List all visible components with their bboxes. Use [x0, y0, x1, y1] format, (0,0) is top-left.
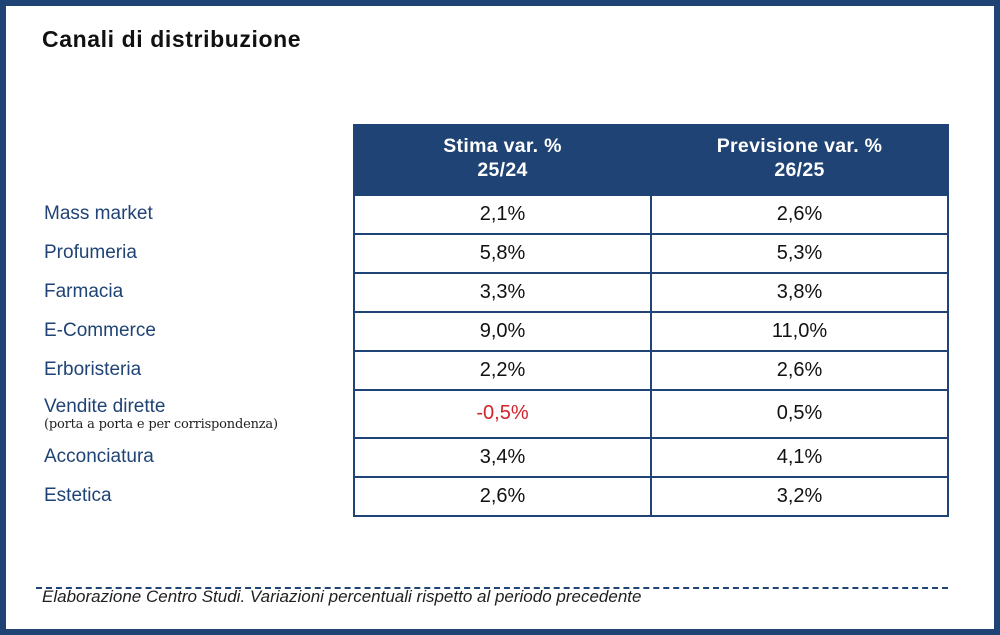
column-header-stima-line1: Stima var. %: [443, 135, 562, 157]
row-label-vendite-dirette-sub: (porta a porta e per corrispondenza): [44, 416, 278, 432]
column-header-previsione: [651, 125, 948, 195]
cell-previsione-e-commerce: 11,0%: [651, 312, 948, 351]
cell-previsione-profumeria: 5,3%: [651, 234, 948, 273]
row-label-farmacia: Farmacia: [44, 281, 124, 303]
cell-stima-farmacia: 3,3%: [354, 273, 651, 312]
cell-previsione-erboristeria: 2,6%: [651, 351, 948, 390]
row-label-e-commerce: E-Commerce: [44, 320, 156, 342]
cell-stima-acconciatura: 3,4%: [354, 438, 651, 477]
cell-previsione-estetica: 3,2%: [651, 477, 948, 516]
table-row: [36, 312, 948, 351]
row-label-estetica: Estetica: [44, 485, 112, 507]
table-row: [36, 477, 948, 516]
cell-stima-e-commerce: 9,0%: [354, 312, 651, 351]
table-row: [36, 273, 948, 312]
cell-stima-erboristeria: 2,2%: [354, 351, 651, 390]
footnote: Elaborazione Centro Studi. Variazioni percentuali rispetto al periodo precedente: [42, 587, 642, 606]
cell-stima-mass-market: 2,1%: [354, 195, 651, 234]
cell-previsione-farmacia: 3,8%: [651, 273, 948, 312]
column-header-previsione-line1: Previsione var. %: [716, 135, 883, 157]
row-label-erboristeria: Erboristeria: [44, 359, 142, 381]
table-header-row: [36, 125, 948, 195]
row-label-vendite-dirette: [36, 390, 354, 438]
row-label-profumeria: Profumeria: [44, 242, 137, 264]
cell-stima-vendite-dirette: -0,5%: [354, 390, 651, 438]
row-label-acconciatura: Acconciatura: [44, 446, 154, 468]
table-corner-cell: [36, 125, 354, 195]
cell-previsione-vendite-dirette: 0,5%: [651, 390, 948, 438]
distribution-channels-table: [36, 124, 948, 517]
row-label-mass-market: Mass market: [44, 203, 153, 225]
table-row: [36, 438, 948, 477]
slide-content: [6, 6, 994, 629]
table-row: [36, 390, 948, 438]
table-row: [36, 351, 948, 390]
cell-previsione-acconciatura: 4,1%: [651, 438, 948, 477]
table-row: [36, 195, 948, 234]
column-header-stima: [354, 125, 651, 195]
cell-stima-estetica: 2,6%: [354, 477, 651, 516]
cell-stima-profumeria: 5,8%: [354, 234, 651, 273]
page-title: Canali di distribuzione: [42, 26, 302, 52]
row-label-vendite-dirette-main: Vendite dirette: [44, 395, 166, 417]
column-header-previsione-line2: 26/25: [774, 158, 825, 181]
cell-previsione-mass-market: 2,6%: [651, 195, 948, 234]
column-header-stima-line2: 25/24: [477, 158, 528, 181]
table-row: [36, 234, 948, 273]
